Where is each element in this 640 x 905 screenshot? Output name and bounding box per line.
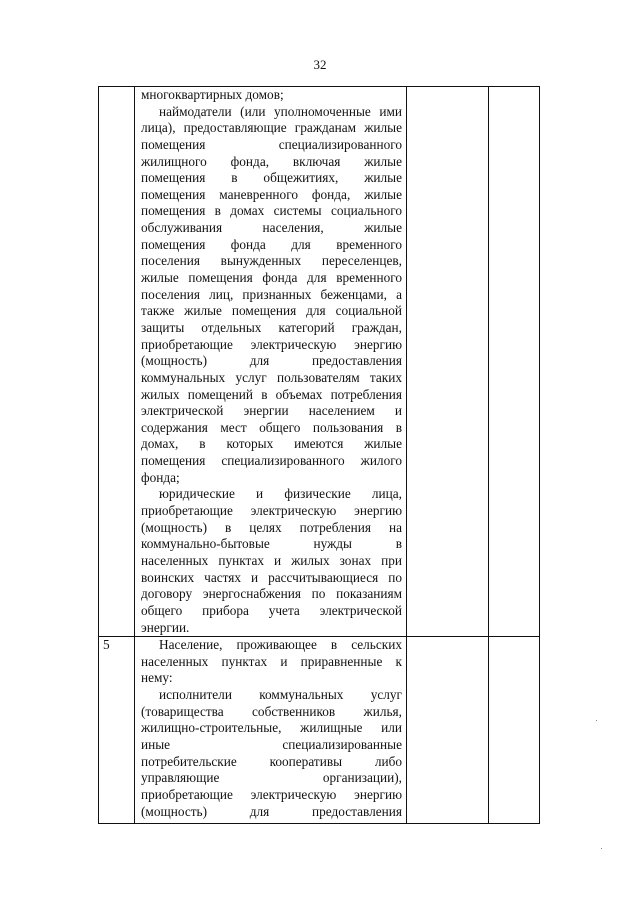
text-line: обслуживания населения, жилые (141, 220, 402, 236)
description-cell (135, 87, 407, 637)
text-line: приобретающие электрическую энергию (141, 336, 402, 352)
text-line: (мощность) в целях потребления на (141, 519, 402, 535)
text-line: также жилые помещения для социальной (141, 303, 402, 319)
text-line: иные специализированные (141, 736, 402, 752)
text-line: воинских частях и рассчитывающиеся по (141, 569, 402, 585)
text-line: поселения вынужденных переселенцев, (141, 253, 402, 269)
text-line: (товарищества собственников жилья, (141, 703, 402, 719)
text-line: общего прибора учета электрической (141, 602, 402, 618)
scan-speck (596, 720, 597, 721)
text-line: лица), предоставляющие гражданам жилые (141, 120, 402, 136)
text-line: помещения специализированного (141, 136, 402, 152)
row-number-cell: 5 (99, 637, 135, 824)
text-line: жилых помещений в объемах потребления (141, 386, 402, 402)
text-line: населенных пунктах и жилых зонах при (141, 552, 402, 568)
empty-cell (489, 637, 540, 824)
text-line: помещения маневренного фонда, жилые (141, 186, 402, 202)
text-line: защиты отдельных категорий граждан, (141, 319, 402, 335)
text-line: коммунальных услуг пользователям таких (141, 369, 402, 385)
text-line: коммунально-бытовые нужды в (141, 536, 402, 552)
text-line: (мощность) для предоставления (141, 353, 402, 369)
text-line: Население, проживающее в сельских (159, 637, 402, 653)
text-line: договору энергоснабжения по показаниям (141, 586, 402, 602)
text-line: содержания мест общего пользования в (141, 419, 402, 435)
text-line: приобретающие электрическую энергию (141, 503, 402, 519)
text-line: помещения в домах системы социального (141, 203, 402, 219)
text-line: жилищно-строительные, жилищные или (141, 720, 402, 736)
row-number-cell (99, 87, 135, 637)
text-line: юридические и физические лица, (159, 486, 402, 502)
description-cell (135, 637, 407, 824)
scan-speck (601, 848, 602, 849)
text-line: (мощность) для предоставления (141, 803, 402, 819)
text-line: многоквартирных домов; (141, 87, 284, 102)
text-line: исполнители коммунальных услуг (159, 687, 402, 703)
empty-cell (489, 87, 540, 637)
text-line: помещения в общежитиях, жилые (141, 170, 402, 186)
table-row (99, 637, 540, 824)
text-line: нему: (141, 670, 173, 686)
text-line: жилые помещения фонда для временного (141, 270, 402, 286)
text-line: помещения фонда для временного (141, 236, 402, 252)
empty-cell (407, 637, 489, 824)
text-line: поселения лиц, признанных беженцами, а (141, 286, 402, 302)
text-line: потребительские кооперативы либо (141, 753, 402, 769)
text-line: домах, в которых имеются жилые (141, 436, 402, 452)
text-line: управляющие организации), (141, 770, 402, 786)
text-line: помещения специализированного жилого (141, 453, 402, 469)
text-line: фонда; (141, 469, 180, 485)
table-row (99, 87, 540, 637)
text-line: наймодатели (или уполномоченные ими (159, 103, 402, 119)
tariff-table (98, 86, 540, 824)
text-line: жилищного фонда, включая жилые (141, 153, 402, 169)
page-number: 32 (313, 57, 327, 72)
text-line: населенных пунктах и приравненные к (141, 653, 402, 669)
text-line: приобретающие электрическую энергию (141, 786, 402, 802)
text-line: электрической энергии населением и (141, 403, 402, 419)
text-line: энергии. (141, 619, 190, 635)
empty-cell (407, 87, 489, 637)
